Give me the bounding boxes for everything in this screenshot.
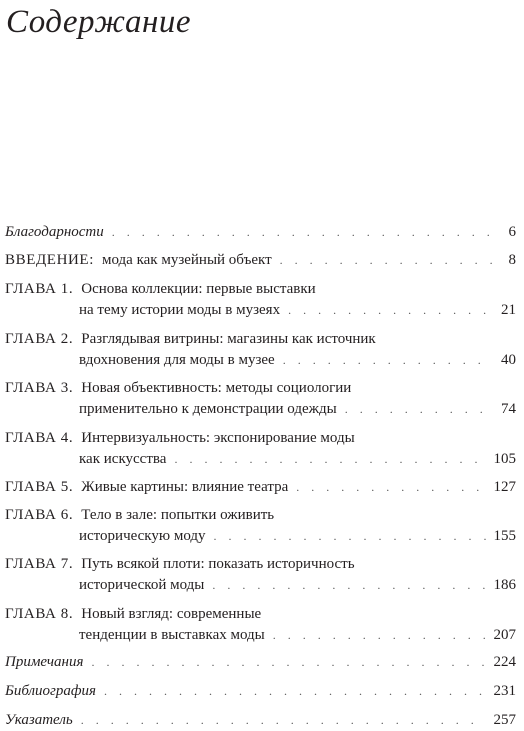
chapter-number: ГЛАВА 3. bbox=[5, 380, 74, 396]
toc-entry[interactable] bbox=[5, 428, 516, 470]
page-number: 105 bbox=[493, 451, 516, 467]
page-number: 6 bbox=[508, 224, 516, 240]
chapter-number: ГЛАВА 4. bbox=[5, 430, 74, 446]
toc-entry[interactable] bbox=[5, 250, 516, 271]
page-number: 207 bbox=[493, 627, 516, 643]
page-number: 257 bbox=[493, 712, 516, 728]
toc-entry[interactable] bbox=[5, 710, 516, 731]
chapter-number: ВВЕДЕНИЕ: bbox=[5, 252, 94, 268]
toc-entry-title: Библиография bbox=[5, 683, 97, 699]
toc-entry-title: Основа коллекции: первые выставки bbox=[81, 281, 316, 297]
page-number: 224 bbox=[493, 654, 516, 670]
toc-entry-title: Новая объективность: методы социологии bbox=[81, 380, 352, 396]
dot-leader bbox=[212, 575, 485, 596]
chapter-number: ГЛАВА 7. bbox=[5, 556, 74, 572]
toc-entry[interactable] bbox=[5, 681, 516, 702]
toc-line bbox=[5, 300, 516, 321]
dot-leader bbox=[214, 526, 486, 547]
dot-leader bbox=[283, 350, 493, 371]
toc-line bbox=[5, 399, 516, 420]
toc-entry-title: Примечания bbox=[5, 654, 84, 670]
toc-entry-title: исторической моды bbox=[79, 577, 205, 593]
page-number: 74 bbox=[501, 401, 516, 417]
dot-leader bbox=[81, 710, 486, 731]
chapter-number: ГЛАВА 6. bbox=[5, 507, 74, 523]
toc-entry[interactable] bbox=[5, 279, 516, 321]
dot-leader bbox=[91, 652, 485, 673]
dot-leader bbox=[104, 681, 485, 702]
dot-leader bbox=[174, 449, 485, 470]
dot-leader bbox=[296, 477, 485, 498]
toc-line bbox=[5, 575, 516, 596]
toc-line bbox=[5, 505, 516, 526]
toc-entry[interactable] bbox=[5, 329, 516, 371]
toc-entry-title: на тему истории моды в музеях bbox=[79, 302, 281, 318]
toc-entry-title: Живые картины: влияние театра bbox=[81, 479, 289, 495]
page-number: 231 bbox=[493, 683, 516, 699]
toc-entry-title: Разглядывая витрины: магазины как источник bbox=[81, 331, 376, 347]
toc-entry-title: Указатель bbox=[5, 712, 73, 728]
toc-entry[interactable] bbox=[5, 222, 516, 243]
chapter-number: ГЛАВА 1. bbox=[5, 281, 74, 297]
toc-entry[interactable] bbox=[5, 554, 516, 596]
toc-entry-title: Интервизуальность: экспонирование моды bbox=[81, 430, 355, 446]
toc-entry[interactable] bbox=[5, 652, 516, 673]
toc-entry[interactable] bbox=[5, 604, 516, 646]
toc-entry-title: как искусства bbox=[79, 451, 167, 467]
toc-line bbox=[5, 449, 516, 470]
toc-entry[interactable] bbox=[5, 505, 516, 547]
dot-leader bbox=[280, 250, 501, 271]
page-number: 21 bbox=[501, 302, 516, 318]
toc-line bbox=[5, 378, 516, 399]
page-number: 40 bbox=[501, 352, 516, 368]
toc-line bbox=[5, 350, 516, 371]
toc-line bbox=[5, 554, 516, 575]
toc-entry-title: Новый взгляд: современные bbox=[81, 606, 262, 622]
dot-leader bbox=[288, 300, 493, 321]
page-number: 127 bbox=[493, 479, 516, 495]
toc-entry-title: Благодарности bbox=[5, 224, 104, 240]
toc-line bbox=[5, 428, 516, 449]
toc-line bbox=[5, 222, 516, 243]
toc-line bbox=[5, 526, 516, 547]
chapter-number: ГЛАВА 2. bbox=[5, 331, 74, 347]
dot-leader bbox=[345, 399, 493, 420]
toc-line bbox=[5, 681, 516, 702]
chapter-number: ГЛАВА 8. bbox=[5, 606, 74, 622]
toc-line bbox=[5, 604, 516, 625]
toc-entry-title: Путь всякой плоти: показать историчность bbox=[81, 556, 355, 572]
chapter-number: ГЛАВА 5. bbox=[5, 479, 74, 495]
toc-entry-title: историческую моду bbox=[79, 528, 206, 544]
toc-entry-title: тенденции в выставках моды bbox=[79, 627, 265, 643]
page-title: Содержание bbox=[6, 4, 192, 40]
dot-leader bbox=[273, 625, 486, 646]
toc-entry[interactable] bbox=[5, 477, 516, 498]
toc-line bbox=[5, 250, 516, 271]
toc-line bbox=[5, 625, 516, 646]
toc-line bbox=[5, 329, 516, 350]
toc-entry[interactable] bbox=[5, 378, 516, 420]
page-number: 186 bbox=[493, 577, 516, 593]
toc-entry-title: вдохновения для моды в музее bbox=[79, 352, 275, 368]
dot-leader bbox=[112, 222, 501, 243]
toc-line bbox=[5, 710, 516, 731]
toc-entry-title: Тело в зале: попытки оживить bbox=[81, 507, 275, 523]
page-number: 8 bbox=[508, 252, 516, 268]
toc-entry-title: применительно к демонстрации одежды bbox=[79, 401, 337, 417]
toc-entry-title: мода как музейный объект bbox=[101, 252, 272, 268]
page-number: 155 bbox=[493, 528, 516, 544]
toc-line bbox=[5, 477, 516, 498]
toc-line bbox=[5, 279, 516, 300]
toc-line bbox=[5, 652, 516, 673]
